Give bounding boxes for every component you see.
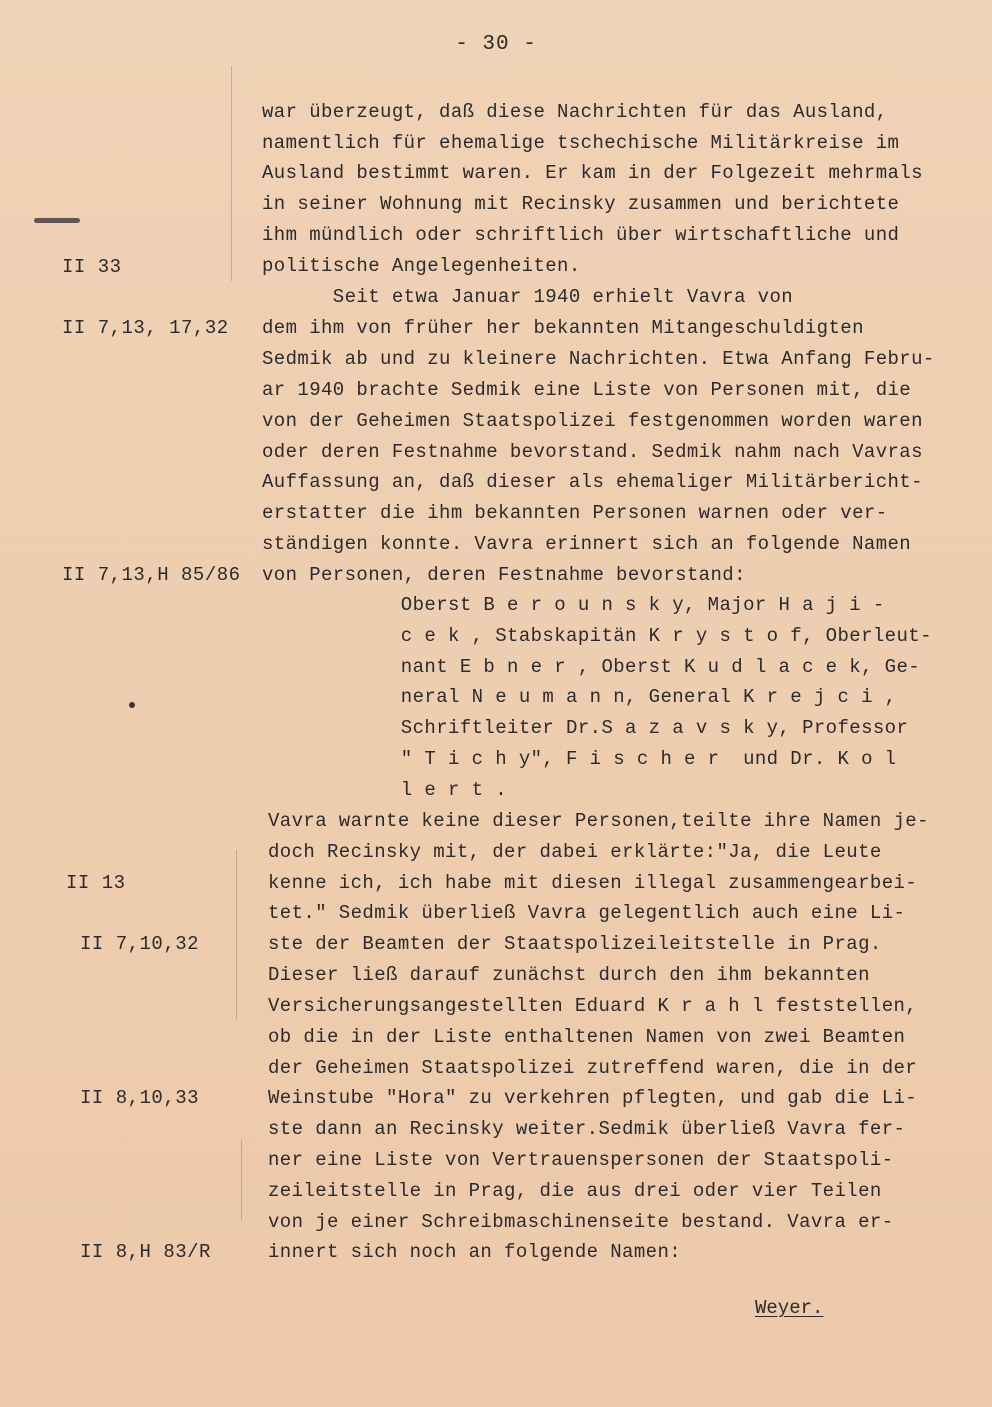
- text-line: doch Recinsky mit, der dabei erklärte:"Ja, die Leute: [268, 841, 882, 863]
- margin-reference: II 8,10,33: [80, 1087, 200, 1109]
- text-line: tet." Sedmik überließ Vavra gelegentlich auch eine Li-: [268, 902, 906, 924]
- text-line: Auffassung an, daß dieser als ehemaliger Militärbericht-: [262, 471, 923, 493]
- text-line: oder deren Festnahme bevorstand. Sedmik nahm nach Vavras: [262, 441, 923, 463]
- margin-reference: II 7,13,H 85/86: [62, 564, 241, 586]
- text-line: Versicherungsangestellten Eduard K r a h l feststellen,: [268, 995, 918, 1017]
- text-line: ste der Beamten der Staatspolizeileitstelle in Prag.: [268, 933, 882, 955]
- margin-reference: II 8,H 83/R: [80, 1241, 211, 1263]
- text-line: ner eine Liste von Vertrauenspersonen der Staatspoli-: [268, 1149, 894, 1171]
- text-line: zeileitstelle in Prag, die aus drei oder vier Teilen: [268, 1180, 882, 1202]
- margin-reference: II 13: [66, 872, 126, 894]
- margin-reference: II 7,13, 17,32: [62, 317, 229, 339]
- text-line: ihm mündlich oder schriftlich über wirtschaftliche und: [262, 224, 900, 246]
- text-line: ste dann an Recinsky weiter.Sedmik überließ Vavra fer-: [268, 1118, 906, 1140]
- text-line: in seiner Wohnung mit Recinsky zusammen und berichtete: [262, 193, 900, 215]
- margin-reference: II 33: [62, 256, 122, 278]
- text-line: l e r t .: [330, 779, 508, 801]
- text-line: Sedmik ab und zu kleinere Nachrichten. Etwa Anfang Febru-: [262, 348, 935, 370]
- text-line: nant E b n e r , Oberst K u d l a c e k, Ge-: [330, 656, 921, 678]
- text-line: Dieser ließ darauf zunächst durch den ihm bekannten: [268, 964, 870, 986]
- text-line: neral N e u m a n n, General K r e j c i ,: [330, 686, 897, 708]
- text-line: namentlich für ehemalige tschechische Militärkreise im: [262, 132, 900, 154]
- text-line: war überzeugt, daß diese Nachrichten für das Ausland,: [262, 101, 888, 123]
- text-line: Oberst B e r o u n s k y, Major H a j i -: [330, 594, 885, 616]
- text-line: " T i c h y", F i s c h e r und Dr. K o l: [330, 748, 897, 770]
- text-line: Weinstube "Hora" zu verkehren pflegten, und gab die Li-: [268, 1087, 918, 1109]
- margin-reference: II 7,10,32: [80, 933, 200, 955]
- text-line: c e k , Stabskapitän K r y s t o f, Oberleut-: [330, 625, 932, 647]
- text-line: ar 1940 brachte Sedmik eine Liste von Personen mit, die: [262, 379, 912, 401]
- text-line: von der Geheimen Staatspolizei festgenommen worden waren: [262, 410, 923, 432]
- page-number: - 30 -: [455, 33, 537, 56]
- text-line: ob die in der Liste enthaltenen Namen von zwei Beamten: [268, 1026, 906, 1048]
- text-line: erstatter die ihm bekannten Personen warnen oder ver-: [262, 502, 888, 524]
- text-line: kenne ich, ich habe mit diesen illegal zusammengearbei-: [268, 872, 918, 894]
- text-line: von Personen, deren Festnahme bevorstand:: [262, 564, 746, 586]
- text-line: der Geheimen Staatspolizei zutreffend waren, die in der: [268, 1057, 918, 1079]
- text-line: politische Angelegenheiten.: [262, 255, 581, 277]
- text-line: ständigen konnte. Vavra erinnert sich an folgende Namen: [262, 533, 912, 555]
- text-line: dem ihm von früher her bekannten Mitangeschuldigten: [262, 317, 864, 339]
- text-line: Ausland bestimmt waren. Er kam in der Folgezeit mehrmals: [262, 162, 923, 184]
- text-line: innert sich noch an folgende Namen:: [268, 1241, 682, 1263]
- text-line: Seit etwa Januar 1940 erhielt Vavra von: [262, 286, 794, 308]
- text-line: Schriftleiter Dr.S a z a v s k y, Professor: [330, 717, 909, 739]
- signature: Weyer.: [755, 1297, 824, 1319]
- text-line: Vavra warnte keine dieser Personen,teilte ihre Namen je-: [268, 810, 929, 832]
- text-line: von je einer Schreibmaschinenseite bestand. Vavra er-: [268, 1211, 894, 1233]
